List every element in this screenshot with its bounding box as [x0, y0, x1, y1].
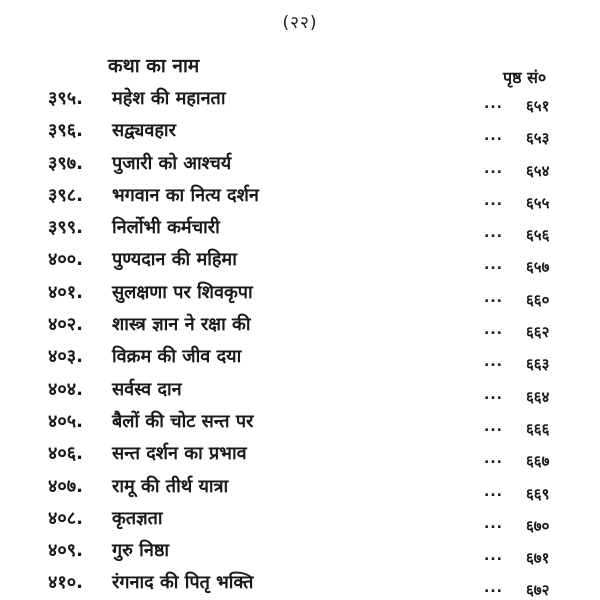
index-entry	[0, 243, 600, 275]
entry-page: ६५५	[526, 193, 550, 212]
entry-number: ४०९.	[48, 540, 83, 562]
entry-page: ६६२	[526, 323, 550, 342]
leader-dots: ...	[484, 548, 503, 565]
index-entry	[0, 147, 600, 179]
entry-page: ६७०	[526, 516, 550, 535]
leader-dots: ...	[484, 580, 503, 597]
entry-number: ४०८.	[48, 507, 83, 529]
page-number-header: पृष्ठ सं०	[503, 68, 547, 87]
entry-number: ४००.	[48, 249, 83, 271]
entry-page: ६५३	[526, 129, 550, 148]
entry-title: सद्व्यवहार	[112, 120, 176, 142]
leader-dots: ...	[484, 257, 503, 274]
entry-page: ६५७	[526, 258, 550, 277]
entry-title: महेश की महानता	[112, 88, 226, 109]
entry-number: ४०४.	[48, 378, 83, 400]
index-entry	[0, 114, 600, 146]
index-entry	[0, 211, 600, 243]
leader-dots: ...	[484, 96, 503, 112]
entry-number: ४०७.	[48, 475, 83, 497]
index-entry	[0, 82, 600, 114]
entry-title: सन्त दर्शन का प्रभाव	[112, 443, 247, 465]
entry-number: ३९९.	[48, 217, 83, 239]
entry-title: सुलक्षणा पर शिवकृपा	[112, 281, 253, 303]
entry-title: निर्लोभी कर्मचारी	[112, 217, 220, 239]
index-entry	[0, 308, 600, 340]
entry-page: ६५१	[526, 97, 550, 115]
leader-dots: ...	[484, 386, 503, 403]
leader-dots: ...	[484, 515, 503, 532]
entry-title: भगवान का नित्य दर्शन	[112, 184, 259, 206]
leader-dots: ...	[484, 418, 503, 435]
index-entry	[0, 502, 600, 534]
page-number: (२२)	[282, 13, 318, 33]
entry-number: ४०१.	[48, 281, 83, 303]
entry-number: ३९६.	[48, 120, 83, 142]
entry-number: ३९८.	[48, 184, 83, 206]
entry-title: पुजारी को आश्चर्य	[112, 152, 232, 174]
leader-dots: ...	[484, 322, 503, 339]
index-entry	[0, 405, 600, 437]
index-entry	[0, 437, 600, 469]
leader-dots: ...	[484, 483, 503, 500]
entry-page: ६७२	[526, 581, 550, 600]
entry-title: कृतज्ञता	[112, 507, 163, 529]
entry-page: ६६६	[526, 419, 550, 438]
entry-title: विक्रम की जीव दया	[112, 346, 242, 368]
index-entry	[0, 276, 600, 308]
entry-number: ३९५.	[48, 88, 83, 109]
index-entry	[0, 373, 600, 405]
story-name-header: कथा का नाम	[108, 55, 200, 77]
entry-number: ३९७.	[48, 152, 83, 174]
entry-page: ६६४	[526, 387, 550, 406]
entry-page: ६५६	[526, 226, 550, 245]
entry-title: शास्त्र ज्ञान ने रक्षा की	[112, 314, 251, 336]
leader-dots: ...	[484, 354, 503, 371]
entry-number: ४१०.	[48, 572, 83, 594]
leader-dots: ...	[484, 289, 503, 306]
index-entry	[0, 534, 600, 566]
leader-dots: ...	[484, 128, 503, 145]
index-entry	[0, 340, 600, 372]
entry-title: पुण्यदान की महिमा	[112, 249, 237, 271]
entry-title: बैलों की चोट सन्त पर	[112, 410, 254, 432]
entry-title: सर्वस्व दान	[112, 378, 182, 400]
index-list	[0, 82, 600, 599]
entry-title: रंगनाद की पितृ भक्ति	[112, 572, 254, 594]
entry-page: ६६९	[526, 484, 550, 503]
entry-page: ६७१	[526, 549, 550, 568]
entry-number: ४०३.	[48, 346, 83, 368]
entry-title: रामू की तीर्थ यात्रा	[112, 475, 229, 497]
entry-title: गुरु निष्ठा	[112, 540, 170, 562]
entry-number: ४०२.	[48, 314, 83, 336]
entry-number: ४०५.	[48, 410, 83, 432]
leader-dots: ...	[484, 225, 503, 242]
entry-number: ४०६.	[48, 443, 83, 465]
index-entry	[0, 470, 600, 502]
leader-dots: ...	[484, 160, 503, 177]
entry-page: ६६०	[526, 290, 550, 309]
leader-dots: ...	[484, 192, 503, 209]
entry-page: ६६३	[526, 355, 550, 374]
leader-dots: ...	[484, 451, 503, 468]
index-entry	[0, 179, 600, 211]
entry-page: ६५४	[526, 161, 550, 180]
index-entry	[0, 566, 600, 598]
entry-page: ६६७	[526, 452, 550, 471]
